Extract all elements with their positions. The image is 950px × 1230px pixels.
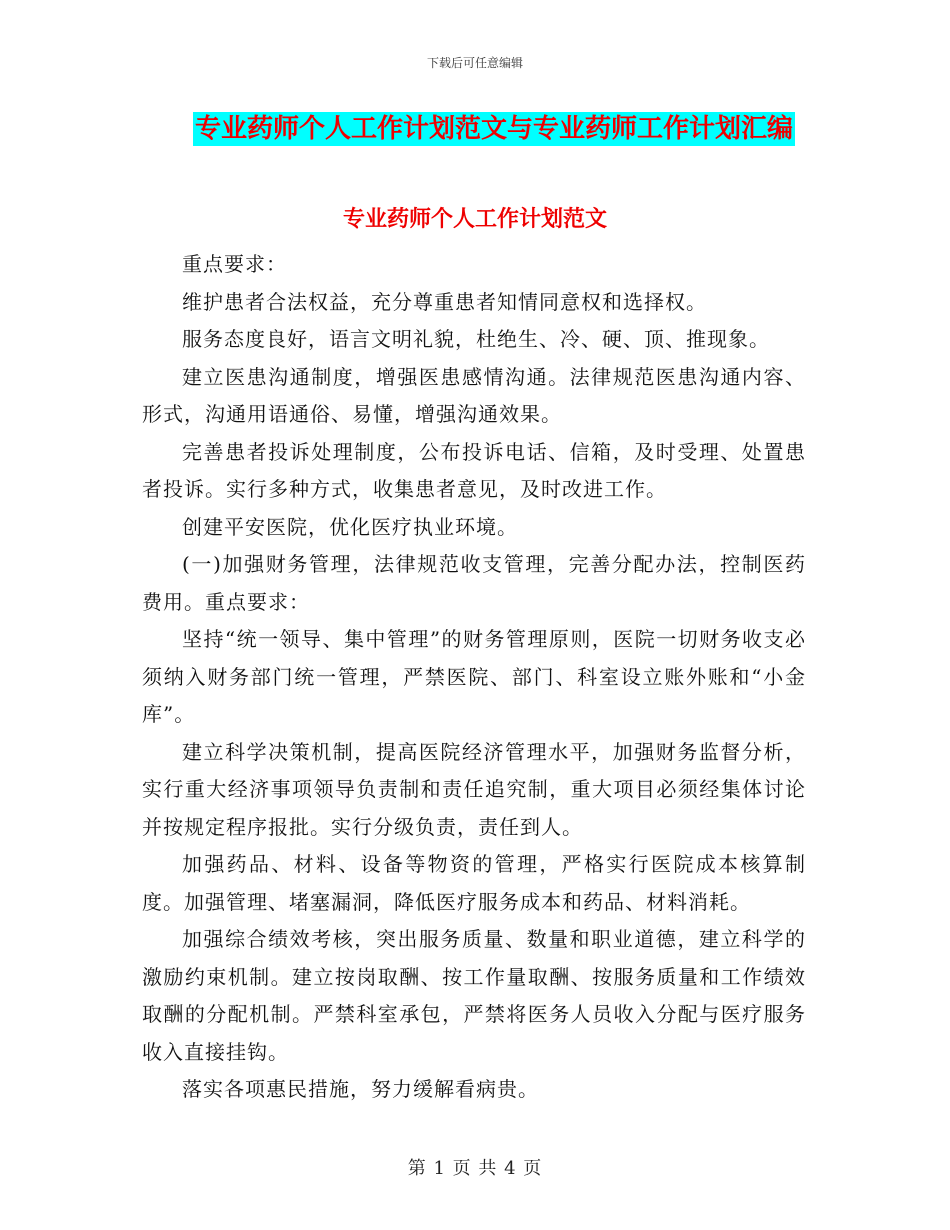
paragraph: 创建平安医院，优化医疗执业环境。	[182, 514, 518, 539]
paragraph: 落实各项惠民措施，努力缓解看病贵。	[182, 1077, 539, 1101]
paragraph: 坚持“统一领导、集中管理”的财务管理原则，医院一切财务收支必须纳入财务部门统一管理，严禁医院、部门、科室设立账外账和“小金库”。	[142, 627, 806, 726]
paragraph: 加强综合绩效考核，突出服务质量、数量和职业道德，建立科学的激励约束机制。建立按岗取酬、按工作量取酬、按服务质量和工作绩效取酬的分配机制。严禁科室承包，严禁将医务人员收入分配与医疗服务收入直接挂钩。	[142, 927, 806, 1064]
document-title: 专业药师个人工作计划范文与专业药师工作计划汇编	[195, 114, 794, 144]
document-body	[142, 246, 806, 1109]
paragraph: 加强药品、材料、设备等物资的管理，严格实行医院成本核算制度。加强管理、堵塞漏洞，降低医疗服务成本和药品、材料消耗。	[142, 852, 806, 914]
paragraph: 建立医患沟通制度，增强医患感情沟通。法律规范医患沟通内容、形式，沟通用语通俗、易懂，增强沟通效果。	[142, 364, 806, 426]
paragraph: 维护患者合法权益，充分尊重患者知情同意权和选择权。	[182, 289, 707, 314]
paragraph: 重点要求：	[182, 252, 287, 276]
page-number: 第 1 页 共 4 页	[407, 1158, 543, 1179]
header-note: 下载后可任意编辑	[426, 56, 523, 70]
paragraph: (一)加强财务管理，法律规范收支管理，完善分配办法，控制医药费用。重点要求：	[142, 552, 806, 614]
paragraph: 服务态度良好，语言文明礼貌，杜绝生、冷、硬、顶、推现象。	[182, 327, 770, 351]
paragraph: 完善患者投诉处理制度，公布投诉电话、信箱，及时受理、处置患者投诉。实行多种方式，收集患者意见，及时改进工作。	[142, 439, 806, 501]
section-title: 专业药师个人工作计划范文	[342, 207, 607, 232]
paragraph: 建立科学决策机制，提高医院经济管理水平，加强财务监督分析，实行重大经济事项领导负责制和责任追究制，重大项目必须经集体讨论并按规定程序报批。实行分级负责，责任到人。	[142, 739, 806, 839]
